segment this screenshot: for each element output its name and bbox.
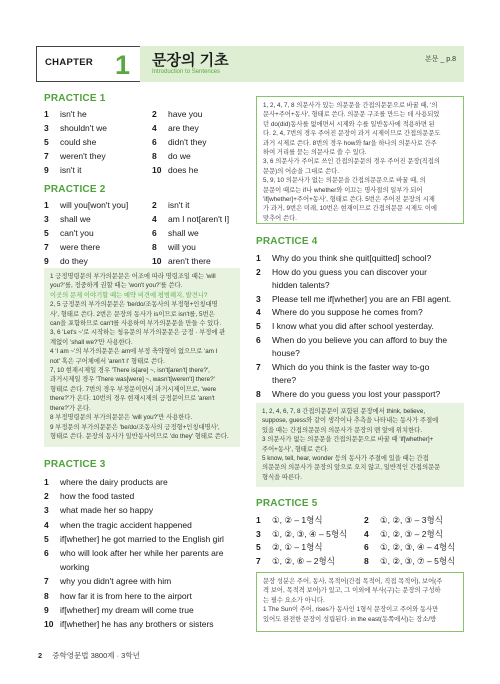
answer-text: shall we (168, 228, 199, 238)
explanation-line: 5, 9, 10 의문사가 없는 의문문을 간접의문문으로 바꿀 때, 의 (263, 177, 426, 185)
answer-item (152, 200, 189, 210)
answer-item (44, 256, 88, 266)
explanation-line: 3, 6 의문사가 주어로 쓰인 간접의문문의 경우 주어진 문장(직접의 (263, 158, 440, 166)
answer-text: didn't they (168, 137, 207, 147)
answer-text: weren't they (60, 151, 106, 161)
answer-text: hidden talents? (272, 280, 330, 291)
answer-number: 10 (44, 619, 54, 629)
answer-number: 7 (44, 242, 49, 252)
answer-number: 9 (44, 256, 49, 266)
answer-number: 7 (256, 555, 261, 566)
answer-number: 5 (256, 542, 261, 552)
answer-number: 5 (256, 321, 261, 331)
explanation-line: 문장 성분은 주어, 동사, 목적어(간접 목적어, 직접 목적어), 보어(주 (263, 578, 443, 585)
explanation-line: 5 know, tell, hear, wonder 등의 동사가 주절에 있을 때는 간접 (262, 455, 429, 463)
explanation-line: you?'를, 정중하게 권할 때는 'won't you?'를 쓴다. (50, 282, 183, 290)
answer-number: 8 (152, 242, 157, 252)
answer-number: 2 (152, 109, 157, 119)
explanation-line: there?'가 온다. (50, 404, 91, 412)
answer-item (44, 137, 96, 147)
explanation-line: 있어도 완전한 문장이 성립된다. in the east(동쪽에서)는 장소/방 (263, 615, 437, 623)
explanation-line: 1 긍정명령문의 부가의문문은 어조에 따라 명령조일 때는 'will (50, 273, 216, 280)
chapter-box (36, 46, 141, 82)
explanation-line: 과거시제일 경우 'There was[were] ~, wasn't[weren't] there?' (50, 376, 215, 384)
answer-number: 10 (152, 256, 162, 266)
explanation-line: 형태로 쓴다. 7번의 경우 부정문이면서 과거시제이므로, 'were (50, 385, 217, 393)
answer-text: do they (60, 256, 88, 266)
answer-number: 6 (152, 228, 157, 238)
explanation-line: 주어+동사', 형태로 쓴다. (262, 445, 329, 453)
answer-text: Which do you think is the faster way to-go (272, 361, 430, 372)
answer-text: house? (272, 348, 300, 359)
answer-number: 2 (364, 515, 369, 525)
explanation-line: 1 The Sun이 주어, rises가 동사인 1형식 문장이고 주어와 동사만 (263, 606, 439, 614)
answer-text: can't you (60, 228, 94, 238)
answer-number: 6 (364, 542, 369, 552)
practice1-title: PRACTICE 1 (44, 93, 106, 104)
answer-text: could she (60, 137, 97, 147)
answer-number: 3 (44, 123, 49, 133)
answer-number: 8 (44, 590, 49, 601)
answer-number: 4 (256, 307, 261, 318)
answer-text: isn't he (60, 109, 87, 119)
practice4-explanation (256, 403, 464, 487)
explanation-line: 의문문의 의문사가 문장의 앞으로 오지 않고, 일반적인 간접의문문 (262, 464, 441, 472)
explanation-line: 계없이 'shall we?'만 사용한다. (50, 338, 133, 346)
answer-text: ①, ②, ③ – 2형식 (380, 528, 443, 539)
answer-text: will you (168, 242, 196, 252)
explanation-line: 가 과거, 9번은 미래, 10번은 현재이므로 간접의문문 시제도 이에 (263, 205, 437, 213)
answer-text: have you (168, 109, 203, 119)
answer-text: I know what you did after school yesterday. (272, 321, 434, 331)
explanation-line: 는 필수 요소가 아니다. (263, 596, 325, 604)
answer-item (44, 228, 94, 238)
explanation-line: not' 혹은 구어체에서 'aren't I' 형태로 쓴다. (50, 357, 165, 365)
answer-number: 8 (256, 389, 261, 399)
answer-item (44, 151, 106, 161)
practice2-title: PRACTICE 2 (44, 184, 106, 195)
answer-text: Why do you think she quit[quitted] school? (272, 253, 432, 263)
answer-number: 3 (44, 214, 49, 224)
answer-text: ①, ②, ③, ④ – 5형식 (272, 528, 348, 539)
explanation-line: 4 'I am ~'의 부가의문문은 am에 부정 축약형이 없으므로 'am I (50, 348, 218, 356)
explanation-line: 3 의문사가 없는 의문문을 간접의문문으로 바꿀 때 'if[whether]+ (262, 436, 434, 444)
answer-text: Where do you suppose he comes from? (272, 307, 423, 318)
answer-text: ①, ②, ③, ⑦ – 5형식 (380, 555, 456, 566)
answer-item (256, 555, 335, 567)
answer-text: am I not[aren't I] (168, 214, 230, 224)
answer-number: 1 (44, 200, 49, 210)
answer-text: does he (168, 165, 199, 175)
answer-text: working (60, 562, 90, 573)
explanation-line: 하여 거리를 묻는 의문사로 쓸 수 있다. (263, 149, 367, 157)
explanation-line: 형식을 따른다. (262, 473, 302, 481)
answer-item (152, 137, 206, 147)
practice5-title: PRACTICE 5 (256, 498, 318, 509)
answer-text: how far it is from here to the airport (60, 590, 192, 601)
answer-text: who will look after her while her parents are (60, 548, 224, 558)
answer-text: shall we (60, 214, 91, 224)
answer-item (44, 109, 87, 119)
answer-item (44, 165, 81, 175)
practice2-explanation (44, 268, 240, 447)
answer-number: 1 (256, 253, 261, 263)
chapter-title-bar (140, 46, 464, 82)
answer-text: what made her so happy (60, 505, 154, 516)
answer-item (152, 228, 199, 238)
answer-number: 7 (44, 151, 49, 161)
answer-text: where the dairy products are (60, 477, 168, 487)
answer-item (44, 242, 100, 252)
answer-text: aren't there (168, 256, 211, 266)
answer-text: ①, ②, ⑥ – 2형식 (272, 555, 335, 566)
answer-text: isn't it (60, 165, 82, 175)
answer-text: why you didn't agree with him (60, 576, 172, 587)
chapter-label: CHAPTER (45, 57, 94, 68)
explanation-line: 8 부정명령문의 부가의문문은 'will you?'만 사용한다. (50, 414, 193, 422)
answer-number: 9 (44, 165, 49, 175)
answer-item (152, 214, 229, 224)
book-title: 중학영문법 3800제 · 3학년 (52, 651, 140, 660)
page-reference: 본문 _ p.8 (424, 56, 456, 63)
explanation-line: 3, 6 'Let's ~'로 시작하는 청유문의 부가의문문은 긍정 · 부정에 관 (50, 329, 226, 337)
answer-text: when the tragic accident happened (60, 519, 192, 530)
practice3-explanation (256, 96, 464, 224)
answer-number: 5 (44, 228, 49, 238)
answer-number: 3 (256, 528, 261, 539)
answer-number: 10 (152, 165, 162, 175)
answer-text: how the food tasted (60, 491, 135, 502)
answer-number: 9 (44, 604, 49, 615)
answer-item (364, 555, 455, 567)
answer-item (152, 256, 211, 266)
answer-number: 2 (152, 200, 157, 210)
chapter-header (36, 46, 464, 82)
explanation-line: suppose, guess와 같이 생각이나 추측을 나타내는 동사가 주절에 (262, 417, 439, 425)
answer-number: 4 (152, 123, 157, 133)
answer-number: 3 (44, 505, 49, 516)
answer-item (256, 528, 347, 540)
answer-number: 4 (152, 214, 157, 224)
answer-number: 7 (44, 576, 49, 587)
answer-item (256, 514, 323, 526)
answer-item (364, 514, 443, 526)
answer-text: ①, ② – 1형식 (272, 515, 323, 525)
answer-item (152, 109, 203, 119)
answer-number: 6 (44, 548, 49, 558)
explanation-line: there?'가 온다. 10번의 경우 현재시제의 긍정문이므로 'aren't (50, 395, 215, 403)
answer-text: if[whether] he has any brothers or sisters (60, 619, 214, 629)
answer-number: 5 (44, 137, 49, 147)
practice4-title: PRACTICE 4 (256, 236, 318, 247)
answer-text: ①, ②, ③, ④ – 4형식 (380, 542, 456, 552)
answer-text: if[whether] he got married to the English girl (60, 533, 224, 544)
answer-text: are they (168, 123, 199, 133)
explanation-line: 문문이 때로는 if나 whether와 이끄는 명사절의 일부가 되어 (263, 186, 423, 194)
answer-number: 6 (256, 334, 261, 345)
answer-text: were there (60, 242, 101, 252)
explanation-line: 과거 시제로 쓴다. 8번의 경우 how와 far을 하나의 의문사로 간주 (263, 139, 437, 147)
explanation-line: 이곳의 문제 이야기할 때는 예약 비견에 평범해지, 발견니? (50, 291, 208, 299)
chapter-number: 1 (115, 50, 131, 80)
answer-text: isn't it (168, 200, 190, 210)
explanation-line: 격 보어, 목적격 보어)가 있고, 그 이외에 부사(구)는 문장의 구성하 (263, 587, 441, 595)
answer-text: if[whether] my dream will come true (60, 604, 194, 615)
explanation-line: 'if[whether]+주어+동사', 형태로 쓴다. 5번은 주어진 문장의 시제 (263, 196, 435, 204)
explanation-line: 9 부정문의 부가의문문은 'be/do/조동사의 긍정형+인칭대명사', (50, 423, 220, 431)
explanation-line: 있을 때는 간접의문문의 의문사가 문장의 맨 앞에 위치한다. (262, 426, 422, 434)
answer-text: ①, ②, ③ – 3형식 (380, 515, 443, 525)
answer-text: Where do you guess you lost your passport? (272, 389, 441, 399)
explanation-line: 문사+주어+동사', 형태로 쓴다. 의문문 구조를 만드는 데 사용되었 (263, 111, 440, 119)
answer-number: 1 (256, 515, 261, 525)
answer-text: Please tell me if[whether] you are an FBI agent. (272, 293, 452, 304)
explanation-line: 맞추어 쓴다. (263, 214, 297, 222)
answer-number: 2 (256, 266, 261, 277)
answer-number: 4 (44, 519, 49, 530)
explanation-line: 형태로 쓴다. 문장의 동사가 일반동사이므로 'do they' 형태로 쓴다. (50, 432, 229, 440)
answer-text: When do you believe you can afford to buy the (272, 334, 448, 345)
chapter-title: 문장의 기초 (152, 52, 229, 69)
answer-number: 1 (44, 109, 49, 119)
explanation-line: 던 do(did)동사를 없애면서 시제와 수를 일반동사에 적용하면 된 (263, 120, 435, 128)
explanation-line: 7, 10 현재시제일 경우 'There is[are] ~, isn't[aren't] there?', (50, 367, 210, 375)
answer-number: 7 (256, 361, 261, 372)
answer-item (364, 528, 443, 540)
answer-item (256, 541, 323, 553)
answer-number: 2 (44, 491, 49, 502)
explanation-line: 1, 2, 4, 7, 8 의문사가 있는 의문문을 간접의문문으로 바꿀 때, '의 (263, 102, 438, 109)
answer-item (364, 541, 455, 553)
practice3-title: PRACTICE 3 (44, 459, 106, 470)
explanation-line: 2, 5 긍정문의 부가의문문은 'be/do/조동사의 부정형+인칭대명 (50, 301, 218, 309)
answer-number: 8 (364, 555, 369, 566)
answer-text: ②, ① – 1형식 (272, 542, 323, 552)
answer-item (152, 123, 199, 133)
answer-number: 4 (364, 528, 369, 539)
answer-number: 6 (152, 137, 157, 147)
explanation-line: 사', 형태로 쓴다. 2번은 문장의 동사가 is이므로 isn't를, 5번은 (50, 310, 215, 318)
page-footer (38, 650, 140, 661)
answer-text: will you[won't you] (60, 200, 129, 210)
chapter-subtitle: Introduction to Sentences (152, 69, 221, 75)
explanation-line: can을 포함하므로 can't를 사용하여 부가의문문을 만들 수 있다. (50, 320, 222, 328)
answer-number: 3 (256, 293, 261, 304)
answer-item (152, 151, 191, 161)
answer-item (44, 123, 107, 133)
page-number: 2 (38, 651, 43, 660)
answer-text: shouldn't we (60, 123, 107, 133)
answer-number: 5 (44, 533, 49, 544)
explanation-line: 문문)의 어순을 그대로 쓴다. (263, 167, 340, 175)
answer-text: there? (272, 375, 297, 386)
answer-item (44, 214, 91, 224)
answer-item (44, 200, 128, 210)
practice5-explanation (256, 572, 464, 632)
answer-text: do we (168, 151, 191, 161)
explanation-line: 1, 2, 4, 6, 7, 8 간접의문문이 포함된 문장에서 think, believe, (262, 408, 426, 415)
answer-item (152, 242, 196, 252)
answer-number: 8 (152, 151, 157, 161)
answer-number: 1 (44, 477, 49, 487)
answer-item (152, 165, 198, 175)
answer-text: How do you guess you can discover your (272, 266, 427, 277)
explanation-line: 다. 2, 4, 7번의 경우 주어진 문장이 과거 시제이므로 간접의문문도 (263, 130, 441, 138)
